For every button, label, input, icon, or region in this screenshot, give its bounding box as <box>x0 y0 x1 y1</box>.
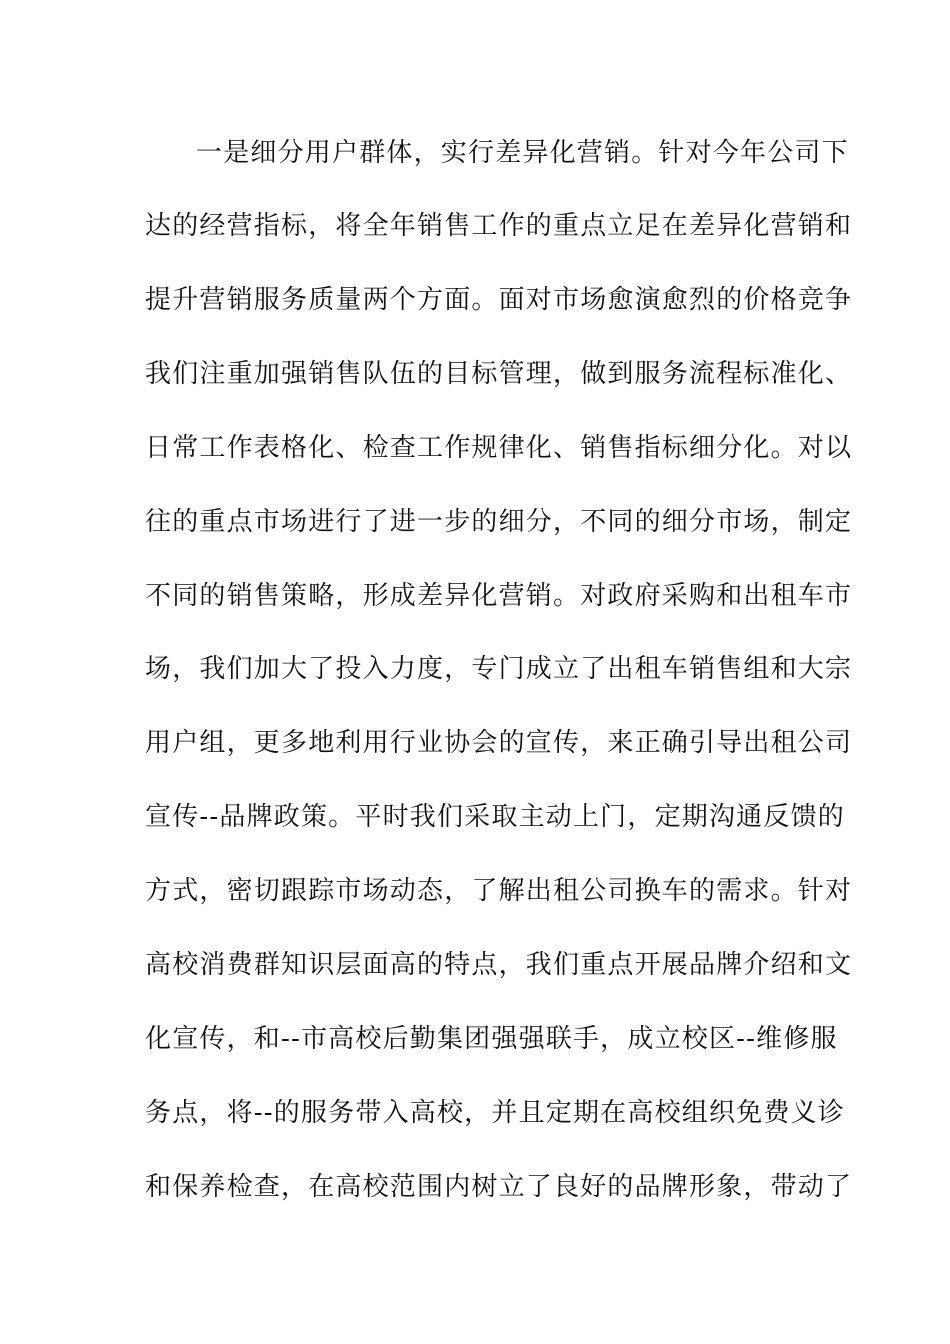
paragraph-line: 达的经营指标，将全年销售工作的重点立足在差异化营销和 <box>145 211 853 241</box>
paragraph-line: 不同的销售策略，形成差异化营销。对政府采购和出租车市 <box>145 581 853 611</box>
paragraph-line: 宣传--品牌政策。平时我们采取主动上门，定期沟通反馈的 <box>145 802 845 832</box>
paragraph-line: 方式，密切跟踪市场动态，了解出租公司换车的需求。针对 <box>145 876 853 906</box>
paragraph-line: 务点，将--的服务带入高校，并且定期在高校组织免费义诊 <box>145 1098 845 1128</box>
paragraph-line: 日常工作表格化、检查工作规律化、销售指标细分化。对以 <box>145 433 853 463</box>
paragraph-line: 一是细分用户群体，实行差异化营销。针对今年公司下 <box>196 138 849 168</box>
paragraph-line: 化宣传，和--市高校后勤集团强强联手，成立校区--维修服 <box>145 1024 838 1054</box>
paragraph-line: 场，我们加大了投入力度，专门成立了出租车销售组和大宗 <box>145 654 853 684</box>
paragraph-line: 和保养检查，在高校范围内树立了良好的品牌形象，带动了 <box>145 1172 853 1202</box>
paragraph-line: 我们注重加强销售队伍的目标管理，做到服务流程标准化、 <box>145 359 853 389</box>
paragraph-line: 往的重点市场进行了进一步的细分，不同的细分市场，制定 <box>145 507 853 537</box>
paragraph-line: 用户组，更多地利用行业协会的宣传，来正确引导出租公司 <box>145 728 853 758</box>
paragraph-line: 提升营销服务质量两个方面。面对市场愈演愈烈的价格竞争 <box>145 285 853 315</box>
paragraph-line: 高校消费群知识层面高的特点，我们重点开展品牌介绍和文 <box>145 950 853 980</box>
